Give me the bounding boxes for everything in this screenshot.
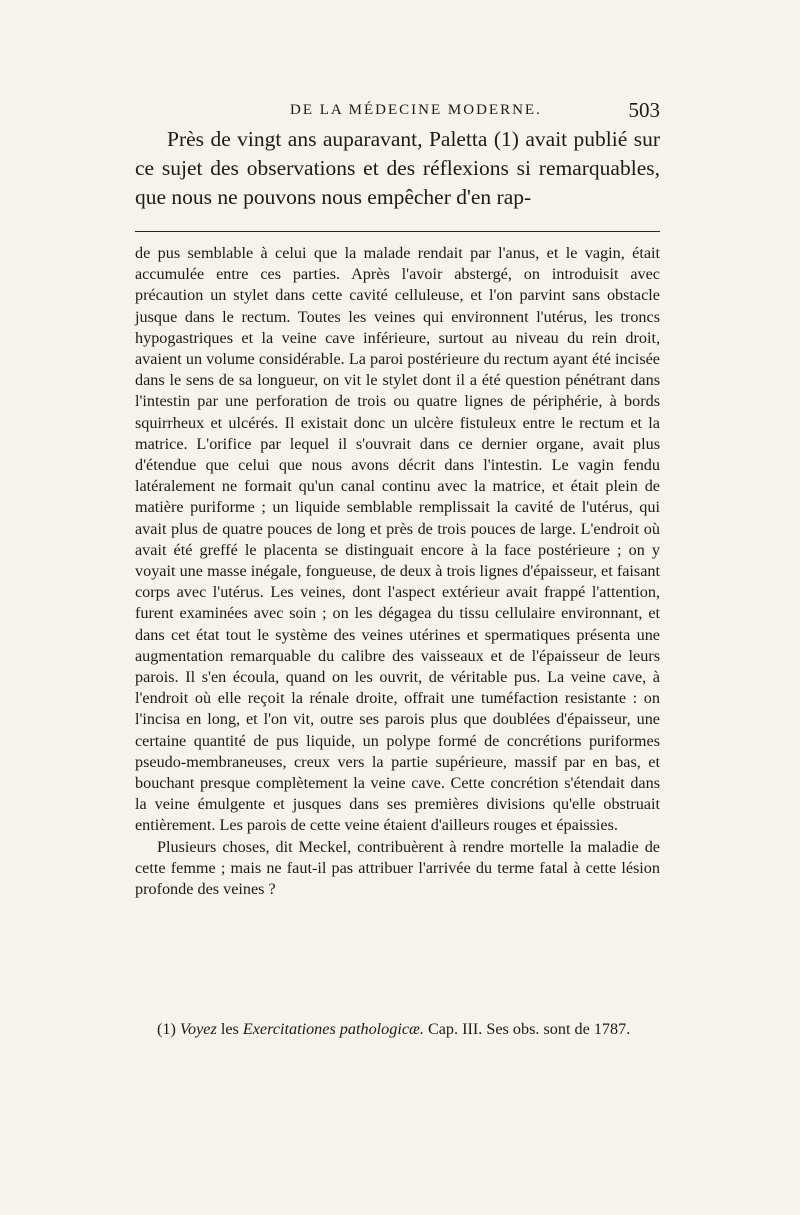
footnote-voyez: Voyez [179, 1020, 217, 1038]
page-number: 503 [628, 98, 660, 122]
footnote-line [135, 1019, 660, 1040]
footnote-work-title: Exercitationes pathologicæ. [242, 1020, 424, 1038]
continued-paragraph-1: de pus semblable à celui que la malade rendait par l'anus, et le vagin, était accumulée entre ces parties. Après l'avoir abstergé, on introduisit avec précaution un stylet dans cette cavité celluleuse, et l'on parvint sans obstacle jusque dans le rectum. Toutes les veines qui environnent l'utérus, les troncs hypogastriques et la veine cave inférieure, surtout au niveau du rein droit, avaient un volume considérable. La paroi postérieure du rectum ayant été incisée dans le sens de sa longueur, on vit le stylet dont il a été question pénétrant dans l'intestin par une perforation de trois ou quatre lignes de périphérie, à bords squirrheux et ulcérés. Il existait donc un ulcère fistuleux entre le rectum et la matrice. L'orifice par lequel il s'ouvrait dans ce dernier organe, avait plus d'étendue que celui que nous avons décrit dans l'intestin. Le vagin fendu latéralement ne formait qu'un canal continu avec la matrice, et était plein de matière puriforme ; un liquide semblable remplissait la cavité de l'utérus, qui avait plus de quatre pouces de long et près de trois pouces de large. L'endroit où avait été greffé le placenta se distinguait encore à la face postérieure ; on y voyait une masse inégale, fongueuse, de deux à trois lignes d'épaisseur, et faisant corps avec l'utérus. Les veines, dont l'aspect extérieur avait frappé l'attention, furent examinées avec soin ; on les dégagea du tissu cellulaire environnant, et dans cet état tout le système des veines utérines et spermatiques présenta une augmentation remarquable du calibre des vaisseaux et de l'épaisseur de leurs parois. Il s'en écoula, quand on les ouvrit, de véritable pus. La veine cave, à l'endroit où elle reçoit la rénale droite, offrait une tuméfaction resistante : on l'incisa en long, et l'on vit, outre ses parois plus que doublées d'épaisseur, une certaine quantité de pus liquide, un polype formé de concrétions puriformes pseudo-membraneuses, creux vers la partie supérieure, massif par en bas, et bouchant presque complètement la veine cave. Cette concrétion s'étendait dans la veine émulgente et jusques dans ses premières divisions qu'elle obstruait entièrement. Les parois de cette veine étaient d'ailleurs rouges et épaissies. [135, 244, 660, 835]
main-text [135, 125, 660, 212]
footnote-rest: Cap. III. Ses obs. sont de 1787. [427, 1020, 631, 1038]
main-paragraph: Près de vingt ans auparavant, Paletta (1) avait publié sur ce sujet des observations et des réflexions si remarquables, que nous ne pouvons nous empêcher d'en rap- [135, 127, 660, 209]
page-header [135, 98, 660, 128]
continued-paragraph-2: Plusieurs choses, dit Meckel, contribuèrent à rendre mortelle la maladie de cette femme ; mais ne faut-il pas attribuer l'arrivée du terme fatal à cette lésion profonde des veines ? [135, 837, 660, 899]
footnote [135, 1019, 660, 1040]
continued-footnote-text [135, 243, 660, 900]
running-title: DE LA MÉDECINE MODERNE. [290, 102, 542, 118]
footnote-separator-rule [135, 231, 660, 232]
footnote-les: les [220, 1020, 239, 1038]
footnote-marker: (1) [157, 1020, 176, 1038]
